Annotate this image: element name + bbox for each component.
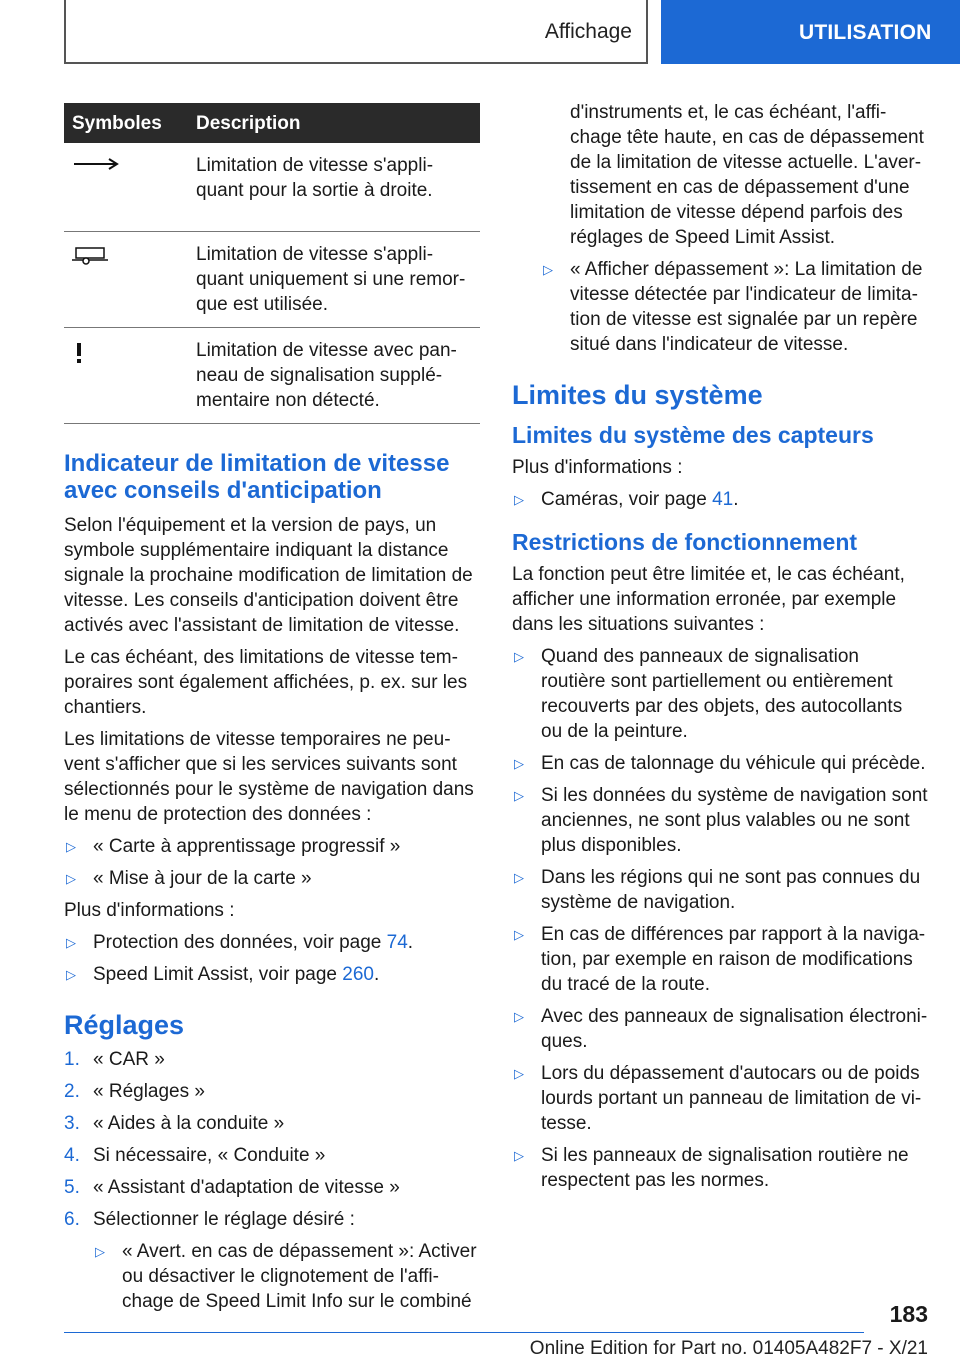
settings-sub-bullets-right <box>541 100 928 357</box>
row-description: Limitation de vitesse s'appli-quant uniquement si une remor-que est utilisée. <box>196 244 466 315</box>
list-item: ▷ En cas de différences par rapport à la naviga-tion, par exemple en raison de modifications du tracé de la route. <box>512 922 928 997</box>
row-description: Limitation de vitesse s'appli-quant pour la sortie à droite. <box>196 155 434 201</box>
symbols-table <box>64 103 480 424</box>
indicator-paragraph-1: Selon l'équipement et la version de pays, un symbole supplémentaire indiquant la distance signale la prochaine modification de limitation de vitesse. Les conseils d'anticipation doivent être activés avec l'assistant de limitation de vitesse. <box>64 515 473 636</box>
list-item: ▷ Speed Limit Assist, voir page 260. <box>64 962 480 987</box>
list-item: ▷ Caméras, voir page 41. <box>512 487 928 512</box>
page-link-41[interactable]: 41 <box>712 489 734 510</box>
indicator-bullets <box>64 834 480 891</box>
restrictions-intro: La fonction peut être limitée et, le cas échéant, afficher une information erronée, par exemple dans les situations suivantes : <box>512 564 905 635</box>
row-description: Limitation de vitesse avec pan-neau de signalisation supplé-mentaire non détecté. <box>196 340 457 411</box>
list-item: ▷ Si les données du système de navigation sont anciennes, ne sont plus valables ou ne sont plus disponibles. <box>512 783 928 858</box>
header-chapter-tab <box>661 0 960 64</box>
footer-divider <box>64 1332 864 1333</box>
sensors-more-info: Plus d'informations : <box>512 457 683 478</box>
sensors-refs <box>512 487 928 512</box>
list-item: 2. « Réglages » <box>64 1081 205 1102</box>
settings-heading: Réglages <box>64 1010 185 1040</box>
indicator-more-info: Plus d'informations : <box>64 900 235 921</box>
continued-text: d'instruments et, le cas échéant, l'affi-chage tête haute, en cas de dépassement de la limitation de vitesse actuelle. L'aver-tissement en cas de dépassement d'une limitation de vitesse dépend parfois des réglages de Speed Limit Assist. <box>570 102 924 248</box>
restrictions-list <box>512 644 928 1193</box>
list-item: ▷ Dans les régions qui ne sont pas connues du système de navigation. <box>512 865 928 915</box>
list-item-continued <box>541 100 928 250</box>
header-section-tab <box>64 0 648 64</box>
page-number: 183 <box>889 1301 928 1327</box>
table-row <box>64 328 480 424</box>
ref-text: Speed Limit Assist, voir page <box>93 964 343 985</box>
footer-edition: Online Edition for Part no. 01405A482F7 - X/21 <box>529 1338 928 1359</box>
indicator-refs <box>64 930 480 987</box>
list-item: 5. « Assistant d'adaptation de vitesse » <box>64 1177 400 1198</box>
page-link-260[interactable]: 260 <box>342 964 374 985</box>
header-chapter-title: UTILISATION <box>799 20 932 44</box>
table-row <box>64 232 480 328</box>
col-header-description: Description <box>196 103 480 143</box>
settings-sub-bullets-left <box>93 1239 480 1314</box>
indicator-heading: Indicateur de limitation de vitesse avec conseils d'anticipation <box>64 450 450 504</box>
list-item: ▷ Quand des panneaux de signalisation routière sont partiellement ou entièrement recouverts par des objets, des autocollants ou de la peinture. <box>512 644 928 744</box>
header-section-title: Affichage <box>544 19 632 43</box>
list-item: ▷ Protection des données, voir page 74. <box>64 930 480 955</box>
sensors-heading: Limites du système des capteurs <box>512 422 874 448</box>
list-item: ▷ « Mise à jour de la carte » <box>64 866 480 891</box>
indicator-paragraph-2: Le cas échéant, des limitations de vitesse tem-poraires sont également affichées, p. ex. sur les chantiers. <box>64 647 468 718</box>
settings-steps <box>64 1047 480 1232</box>
page-link-74[interactable]: 74 <box>386 932 408 953</box>
right-column <box>512 100 928 1193</box>
list-item: 3. « Aides à la conduite » <box>64 1113 285 1134</box>
arrow-right-icon <box>72 157 120 171</box>
ref-text: Caméras, voir page <box>541 489 713 510</box>
list-item: ▷ « Avert. en cas de dépassement »: Activer ou désactiver le clignotement de l'affi-chage de Speed Limit Info sur le combiné <box>93 1239 480 1314</box>
list-item: ▷ En cas de talonnage du véhicule qui précède. <box>512 751 928 776</box>
list-item: 6. Sélectionner le réglage désiré : <box>64 1209 355 1230</box>
col-header-symbols: Symboles <box>64 103 196 143</box>
left-column <box>64 103 480 1314</box>
list-item: ▷ « Carte à apprentissage progressif » <box>64 834 480 859</box>
list-item: ▷ Avec des panneaux de signalisation électroni-ques. <box>512 1004 928 1054</box>
list-item: 4. Si nécessaire, « Conduite » <box>64 1145 326 1166</box>
table-row <box>64 143 480 232</box>
list-item: ▷ Lors du dépassement d'autocars ou de poids lourds portant un panneau de limitation de vi-tesse. <box>512 1061 928 1136</box>
list-item: ▷ Si les panneaux de signalisation routière ne respectent pas les normes. <box>512 1143 928 1193</box>
trailer-icon <box>72 246 108 266</box>
restrictions-heading: Restrictions de fonctionnement <box>512 529 858 555</box>
ref-text: Protection des données, voir page <box>93 932 387 953</box>
indicator-paragraph-3: Les limitations de vitesse temporaires ne peu-vent s'afficher que si les services suivants sont sélectionnés pour le système de navigation dans le menu de protection des données : <box>64 729 474 825</box>
list-item: 1. « CAR » <box>64 1049 165 1070</box>
list-item: ▷ « Afficher dépassement »: La limitation de vitesse détectée par l'indicateur de limita-tion de vitesse est signalée par un repère situé dans l'indicateur de vitesse. <box>541 257 928 357</box>
exclamation-icon <box>72 342 86 364</box>
limits-heading: Limites du système <box>512 380 763 410</box>
